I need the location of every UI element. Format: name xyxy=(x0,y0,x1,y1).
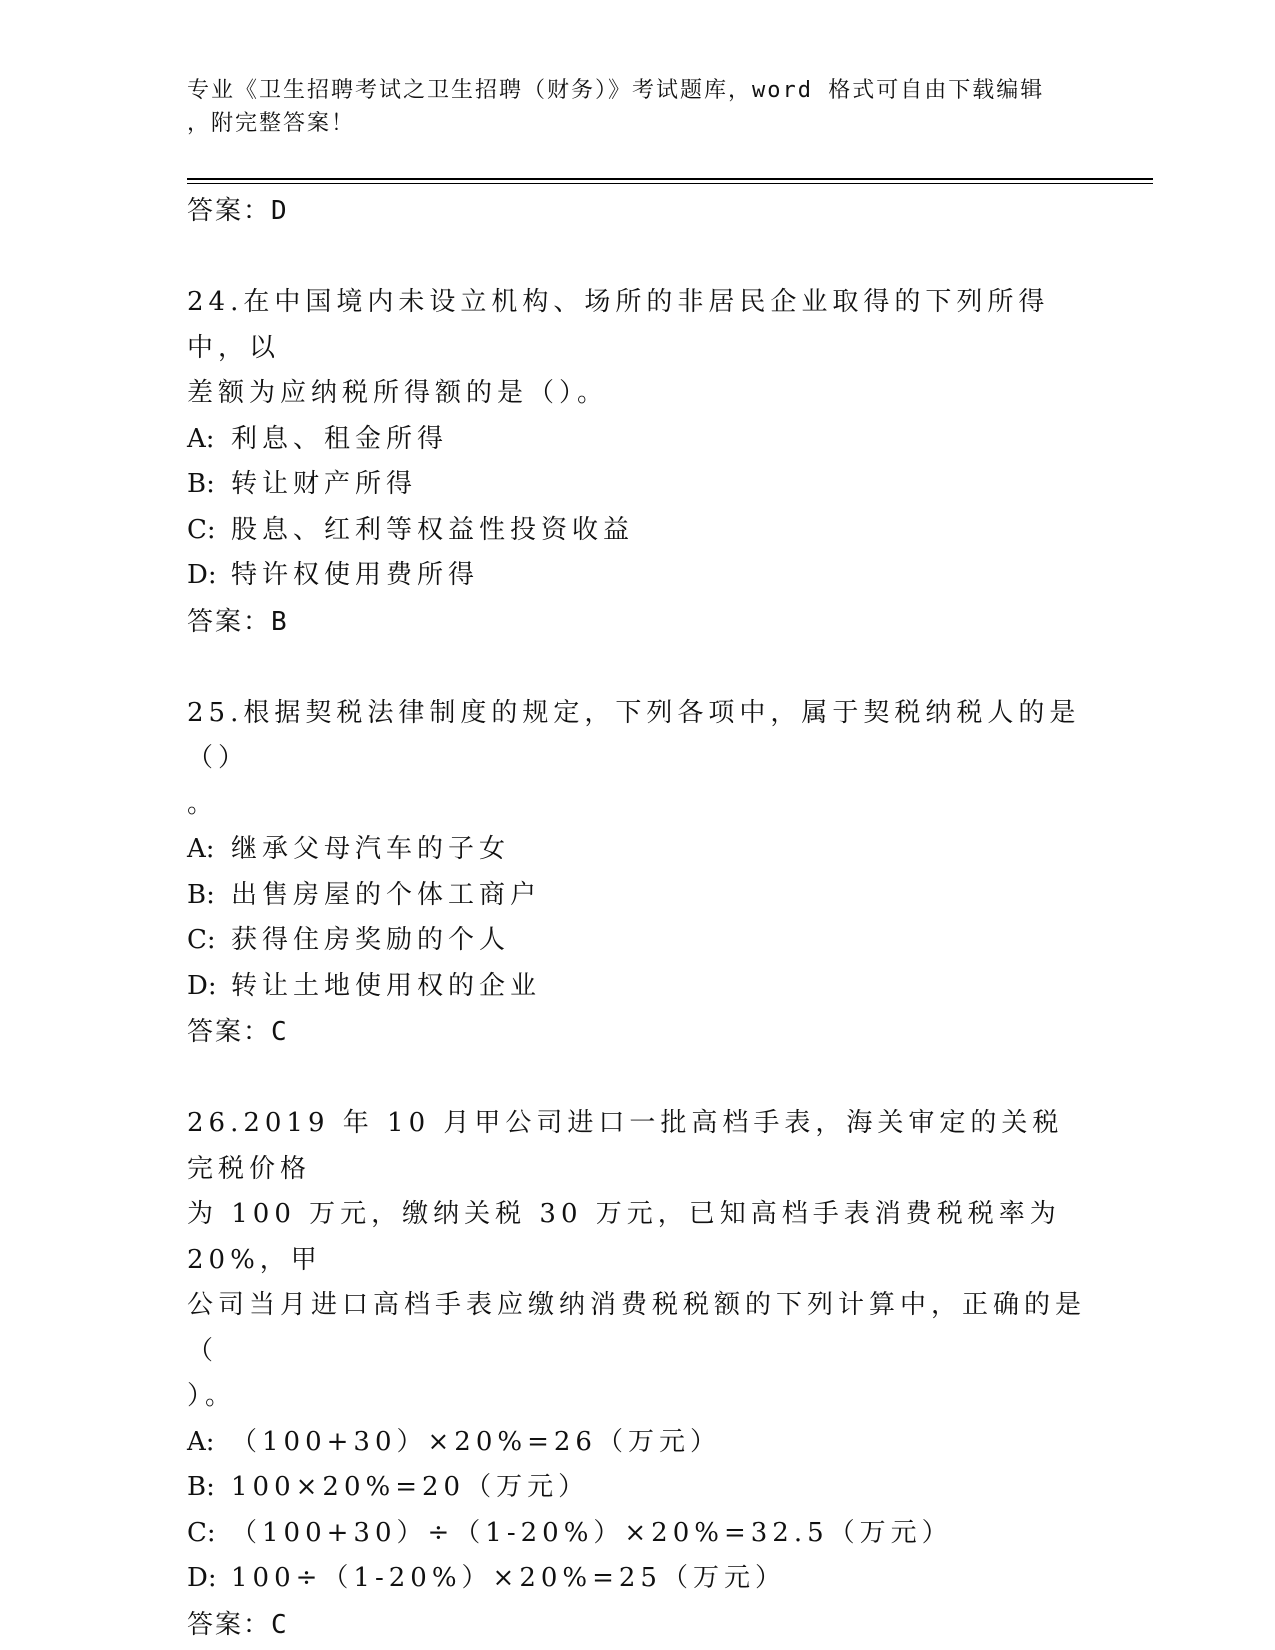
option-d xyxy=(187,553,1087,599)
option-a xyxy=(187,827,1087,873)
option-text: 获得住房奖励的个人 xyxy=(231,925,511,955)
option-text: 100÷（1-20%）×20%=25（万元） xyxy=(231,1563,786,1593)
option-letter: A: xyxy=(187,834,215,864)
header-divider-thin xyxy=(187,183,1153,184)
option-letter: A: xyxy=(187,1426,215,1457)
option-letter: B: xyxy=(187,1472,215,1502)
header-line-1: 专业《卫生招聘考试之卫生招聘（财务）》考试题库，word 格式可自由下载编辑 xyxy=(187,78,1045,103)
option-a xyxy=(187,417,1087,463)
question-text-line: 为 100 万元，缴纳关税 30 万元，已知高档手表消费税税率为 20%，甲 xyxy=(187,1199,1061,1275)
header-divider xyxy=(187,178,1153,180)
option-c xyxy=(187,918,1087,964)
option-text: 转让土地使用权的企业 xyxy=(231,970,542,1001)
header-line-2: ，附完整答案！ xyxy=(187,111,356,136)
option-text: 100×20%=20（万元） xyxy=(231,1472,590,1502)
option-d xyxy=(187,1556,1087,1602)
option-text: 特许权使用费所得 xyxy=(231,560,480,590)
option-b xyxy=(187,873,1087,919)
question-26 xyxy=(187,1101,1087,1420)
question-text-line: ）。 xyxy=(187,1381,237,1411)
option-c xyxy=(187,508,1087,554)
option-text: 利息、租金所得 xyxy=(231,423,449,454)
answer-26: 答案：C xyxy=(187,1609,289,1640)
option-letter: C: xyxy=(187,925,216,955)
option-a xyxy=(187,1420,1087,1466)
option-letter: D: xyxy=(187,970,217,1001)
document-header xyxy=(187,74,1087,140)
option-d xyxy=(187,964,1087,1010)
option-letter: A: xyxy=(187,423,215,454)
option-letter: B: xyxy=(187,469,215,499)
option-text: （100+30）÷（1-20%）×20%=32.5（万元） xyxy=(231,1517,953,1548)
question-text-line: 公司当月进口高档手表应缴纳消费税税额的下列计算中，正确的是（ xyxy=(187,1290,1087,1366)
option-b xyxy=(187,462,1087,508)
answer-24: 答案：B xyxy=(187,606,289,637)
option-c xyxy=(187,1511,1087,1557)
option-text: 股息、红利等权益性投资收益 xyxy=(231,514,635,545)
question-text-line: 差额为应纳税所得额的是（）。 xyxy=(187,378,609,408)
question-text-line: 。 xyxy=(187,788,219,819)
option-letter: B: xyxy=(187,879,215,910)
answer-prev: 答案：D xyxy=(187,196,289,226)
option-text: （100+30）×20%=26（万元） xyxy=(231,1426,721,1457)
question-text-line: 26.2019 年 10 月甲公司进口一批高档手表，海关审定的关税完税价格 xyxy=(187,1108,1064,1184)
question-24 xyxy=(187,280,1087,417)
option-letter: C: xyxy=(187,1517,216,1548)
option-letter: D: xyxy=(187,1563,217,1593)
option-letter: D: xyxy=(187,560,217,590)
option-text: 继承父母汽车的子女 xyxy=(231,834,511,864)
option-b xyxy=(187,1465,1087,1511)
option-text: 转让财产所得 xyxy=(231,469,418,499)
question-text-line: 24.在中国境内未设立机构、场所的非居民企业取得的下列所得中，以 xyxy=(187,287,1050,363)
option-text: 出售房屋的个体工商户 xyxy=(231,879,542,910)
question-text-line: 25.根据契税法律制度的规定，下列各项中，属于契税纳税人的是（） xyxy=(187,697,1081,773)
question-25 xyxy=(187,691,1087,828)
option-letter: C: xyxy=(187,514,216,545)
question-list xyxy=(187,188,1087,1648)
answer-25: 答案：C xyxy=(187,1017,289,1047)
